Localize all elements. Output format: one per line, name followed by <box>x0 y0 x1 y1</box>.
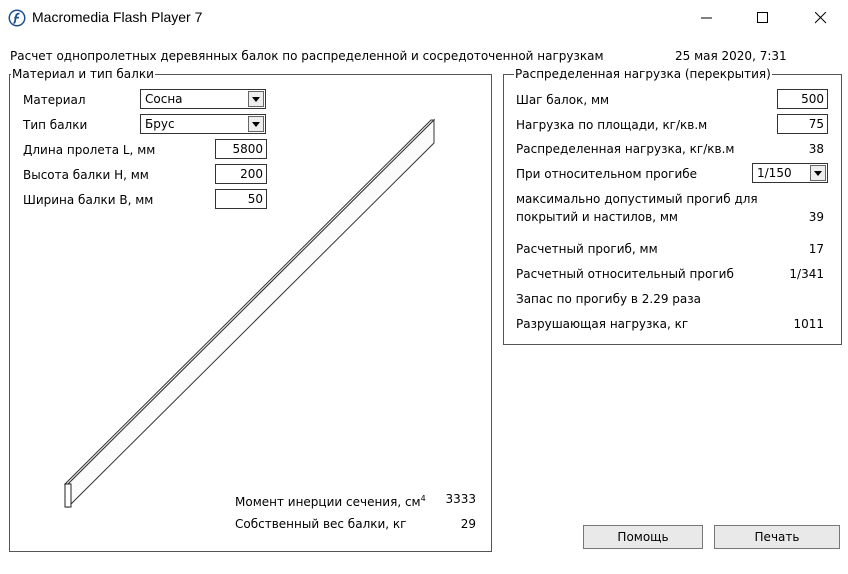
close-icon <box>815 12 827 24</box>
inertia-value: 3333 <box>445 492 476 506</box>
beam-type-label: Тип балки <box>23 118 88 132</box>
beam-step-input[interactable]: 500 <box>777 89 828 109</box>
beam-step-label: Шаг балок, мм <box>516 93 610 107</box>
self-weight-value: 29 <box>460 517 476 531</box>
page-title: Расчет однопролетных деревянных балок по распределенной и сосредоточенной нагрузкам <box>10 49 604 63</box>
print-button[interactable]: Печать <box>714 525 840 549</box>
maximize-icon <box>757 12 769 24</box>
relative-deflection-select[interactable] <box>752 163 828 183</box>
beam-width-input[interactable]: 50 <box>215 189 267 209</box>
beam-height-label: Высота балки H, мм <box>23 168 149 182</box>
maximize-button[interactable] <box>734 0 792 36</box>
close-button[interactable] <box>792 0 848 36</box>
calc-relative-deflection-label: Расчетный относительный прогиб <box>516 267 734 281</box>
inertia-label: Момент инерции сечения, $см^4$ <box>235 494 426 509</box>
breaking-load-label: Разрушающая нагрузка, кг <box>516 317 689 331</box>
chevron-down-icon[interactable] <box>248 91 264 107</box>
breaking-load-value: 1011 <box>793 317 824 331</box>
chevron-down-icon[interactable] <box>810 165 826 181</box>
material-select-value: Сосна <box>145 92 183 106</box>
title-bar <box>0 0 848 36</box>
material-group <box>9 67 492 552</box>
relative-deflection-select-value: 1/150 <box>757 166 792 180</box>
area-load-label: Нагрузка по площади, кг/кв.м <box>516 118 708 132</box>
flash-icon <box>8 9 26 27</box>
span-length-input[interactable]: 5800 <box>215 139 267 159</box>
span-length-label: Длина пролета L, мм <box>23 143 156 157</box>
distributed-load-legend: Распределенная нагрузка (перекрытия) <box>515 67 771 81</box>
distributed-load-label: Распределенная нагрузка, кг/кв.м <box>516 142 735 156</box>
minimize-button[interactable] <box>678 0 736 36</box>
deflection-reserve-text: Запас по прогибу в 2.29 раза <box>516 292 702 306</box>
material-label: Материал <box>23 93 86 107</box>
beam-width-label: Ширина балки B, мм <box>23 193 154 207</box>
max-deflection-label-line2: покрытий и настилов, мм <box>516 210 678 224</box>
calc-deflection-value: 17 <box>808 242 824 256</box>
calc-deflection-label: Расчетный прогиб, мм <box>516 242 658 256</box>
distributed-load-value: 38 <box>808 142 824 156</box>
distributed-load-group <box>503 67 842 345</box>
beam-height-input[interactable]: 200 <box>215 164 267 184</box>
beam-illustration <box>60 115 440 515</box>
calc-relative-deflection-value: 1/341 <box>789 267 824 281</box>
material-select[interactable] <box>140 89 266 109</box>
area-load-input[interactable]: 75 <box>777 114 828 134</box>
relative-deflection-label: При относительном прогибе <box>516 167 698 181</box>
beam-type-select-value: Брус <box>145 117 175 131</box>
self-weight-label: Собственный вес балки, кг <box>235 517 407 531</box>
help-button[interactable]: Помощь <box>583 525 703 549</box>
window-title: Macromedia Flash Player 7 <box>32 9 203 25</box>
max-deflection-label-line1: максимально допустимый прогиб для <box>516 192 758 206</box>
date-time: 25 мая 2020, 7:31 <box>675 49 787 63</box>
max-deflection-value: 39 <box>808 210 824 224</box>
minimize-icon <box>701 12 713 24</box>
material-group-legend: Материал и тип балки <box>12 67 154 81</box>
